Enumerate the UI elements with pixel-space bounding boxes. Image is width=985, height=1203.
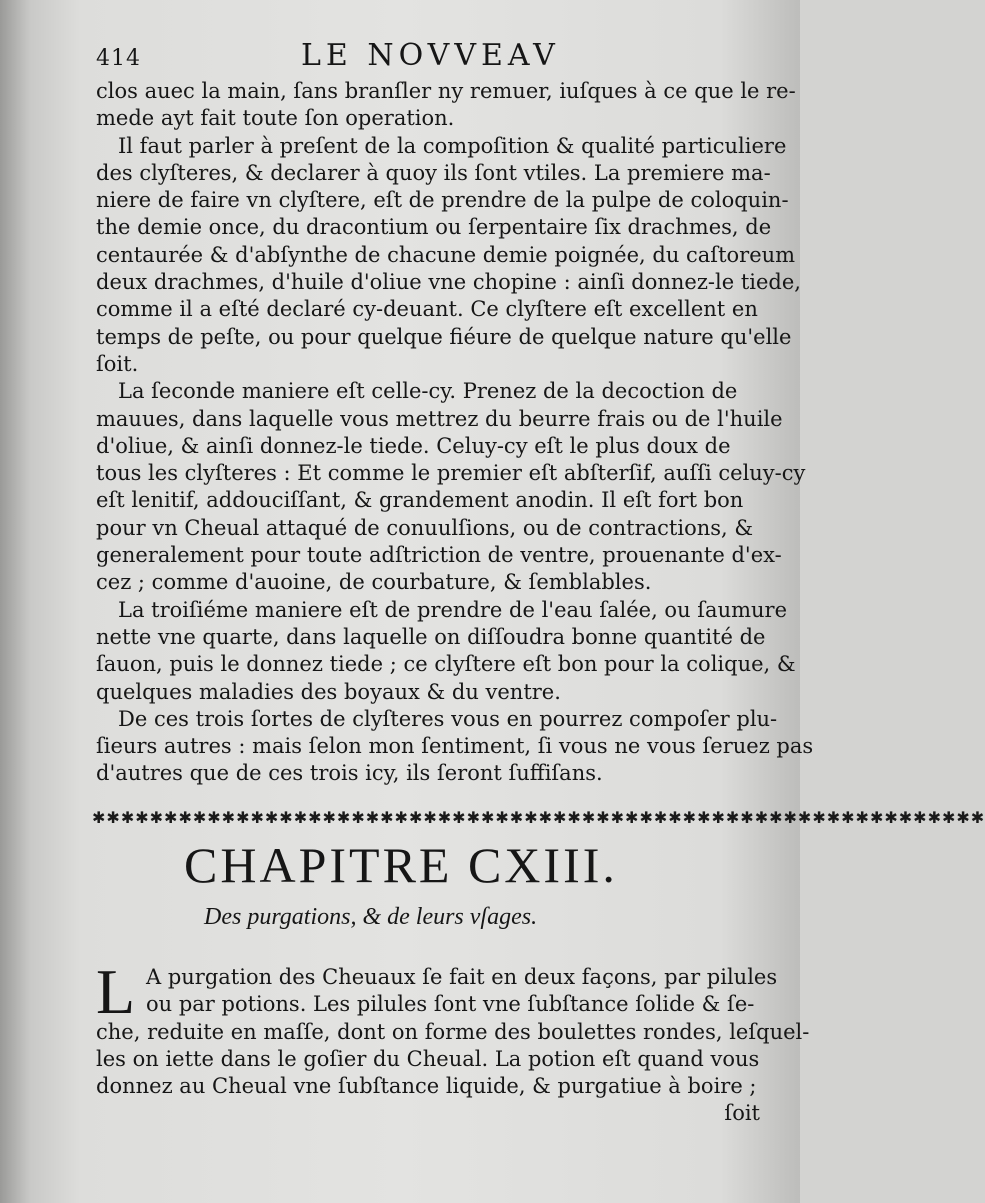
- text-line: La troiſiéme maniere eſt de prendre de l'eau ſalée, ou ſaumure: [118, 597, 787, 622]
- text-line: A purgation des Cheuaux ſe fait en deux façons, par pilules: [146, 965, 778, 989]
- text-line: pour vn Cheual attaqué de conuulſions, ou de contractions, &: [96, 515, 754, 540]
- text-line: d'oliue, & ainſi donnez-le tiede. Celuy-cy eſt le plus doux de: [96, 433, 731, 458]
- text-line: mauues, dans laquelle vous mettrez du beurre frais ou de l'huile: [96, 406, 783, 431]
- text-line: the demie once, du dracontium ou ſerpentaire ſix drachmes, de: [96, 215, 772, 240]
- page-header: [96, 38, 756, 78]
- text-line: d'autres que de ces trois icy, ils ſeront ſuffiſans.: [96, 761, 603, 786]
- text-line: ſauon, puis le donnez tiede ; ce clyſtere eſt bon pour la colique, &: [96, 652, 796, 677]
- ornamental-rule: ✱✱✱✱✱✱✱✱✱✱✱✱✱✱✱✱✱✱✱✱✱✱✱✱✱✱✱✱✱✱✱✱✱✱✱✱✱✱✱✱✱✱✱✱✱✱✱✱✱✱✱✱✱✱✱✱✱✱✱✱✱✱: [92, 808, 985, 827]
- chapter-title: CHAPITRE CXIII.: [184, 837, 618, 893]
- catchword: ſoit: [724, 1101, 760, 1126]
- text-line: nette vne quarte, dans laquelle on diſſoudra bonne quantité de: [96, 624, 766, 649]
- text-line: quelques maladies des boyaux & du ventre.: [96, 679, 561, 704]
- text-line: donnez au Cheual vne ſubſtance liquide, & purgatiue à boire ;: [96, 1074, 757, 1099]
- text-line: clos auec la main, ſans branſler ny remuer, iuſques à ce que le re-: [96, 79, 796, 103]
- text-line: De ces trois ſortes de clyſteres vous en pourrez compoſer plu-: [118, 706, 778, 731]
- page-number: 414: [96, 46, 141, 71]
- text-line: cez ; comme d'auoine, de courbature, & ſemblables.: [96, 570, 652, 595]
- text-line: eſt lenitif, addouciſſant, & grandement anodin. Il eſt fort bon: [96, 488, 744, 513]
- chapter-body: [96, 956, 810, 1128]
- running-head: LE NOVVEAV: [301, 38, 560, 73]
- drop-cap: L: [96, 956, 136, 1027]
- text-line: La ſeconde maniere eſt celle-cy. Prenez de la decoction de: [118, 379, 738, 404]
- text-line: ſoit.: [96, 351, 139, 376]
- text-line: les on iette dans le goſier du Cheual. La potion eſt quand vous: [96, 1046, 760, 1071]
- text-line: temps de peſte, ou pour quelque fiéure de quelque nature qu'elle: [96, 324, 792, 349]
- text-line: deux drachmes, d'huile d'oliue vne chopine : ainſi donnez-le tiede,: [96, 270, 801, 295]
- text-line: centaurée & d'abſynthe de chacune demie poignée, du caſtoreum: [96, 242, 796, 267]
- text-line: Il faut parler à preſent de la compoſition & qualité particuliere: [118, 133, 787, 158]
- text-line: generalement pour toute adſtriction de ventre, prouenante d'ex-: [96, 543, 782, 568]
- chapter-subtitle: Des purgations, & de leurs vſages.: [204, 904, 538, 930]
- text-line: tous les clyſteres : Et comme le premier eſt abſterſif, auſſi celuy-cy: [96, 461, 806, 486]
- text-line: mede ayt fait toute ſon operation.: [96, 106, 455, 131]
- text-line: ou par potions. Les pilules ſont vne ſubſtance ſolide & ſe-: [146, 992, 755, 1017]
- body-text: [96, 78, 814, 788]
- text-line: che, reduite en maſſe, dont on forme des boulettes rondes, leſquel-: [96, 1019, 810, 1044]
- text-line: des clyſteres, & declarer à quoy ils ſont vtiles. La premiere ma-: [96, 160, 771, 185]
- text-line: niere de faire vn clyſtere, eſt de prendre de la pulpe de coloquin-: [96, 188, 789, 213]
- text-line: comme il a eſté declaré cy-deuant. Ce clyſtere eſt excellent en: [96, 297, 758, 322]
- text-line: ſieurs autres : mais ſelon mon ſentiment, ſi vous ne vous ſeruez pas: [96, 734, 814, 759]
